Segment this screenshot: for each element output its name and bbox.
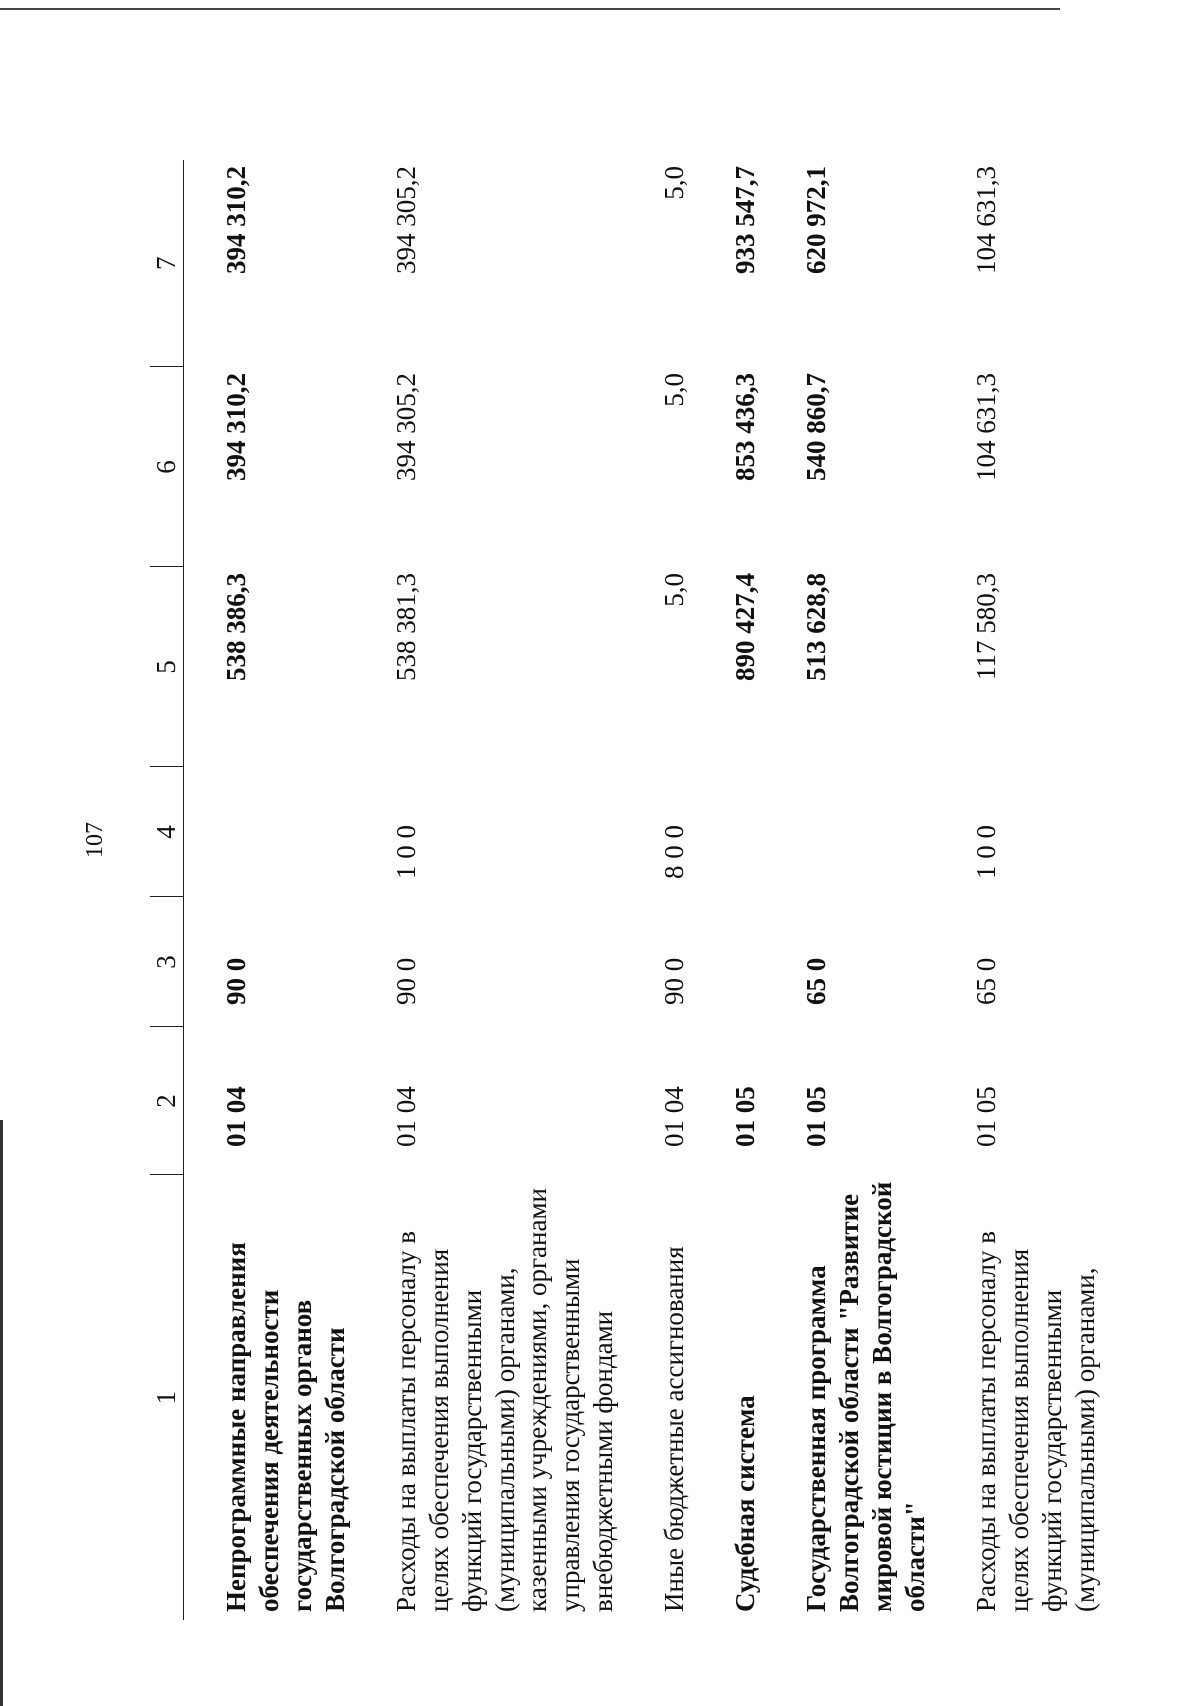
row-amount-col7: 5,0 (659, 166, 690, 200)
scan-edge-top (0, 8, 1060, 10)
row-expense-type: 1 0 0 (390, 825, 421, 879)
column-header: 4 (150, 767, 183, 897)
row-expense-type: 1 0 0 (970, 825, 1001, 879)
column-header: 7 (150, 160, 183, 367)
table-row (691, 160, 762, 1620)
row-section: 01 04 (390, 1086, 421, 1147)
row-expense-type: 8 0 0 (659, 825, 690, 879)
row-amount-col5: 5,0 (659, 573, 690, 607)
row-expense-type (762, 767, 932, 897)
row-amount-col5: 117 580,3 (970, 573, 1001, 680)
row-name: Государственная программа Волгоградской области "Развитие мировой юстиции в Волгоградской области" (801, 1181, 930, 1612)
table-row (183, 160, 351, 1620)
rotated-page (70, 100, 1100, 1660)
column-header: 3 (150, 897, 183, 1027)
row-name: Судебная система (730, 1395, 761, 1612)
row-name: Непрограммные направления обеспечения деятельности государственных органов Волгоградской области (220, 1242, 350, 1612)
row-amount-col5: 513 628,8 (801, 573, 832, 681)
row-expense-type (183, 767, 351, 897)
row-amount-col6: 5,0 (659, 373, 690, 407)
column-header: 5 (150, 567, 183, 767)
row-amount-col6: 394 310,2 (220, 373, 251, 481)
row-section: 01 04 (220, 1086, 251, 1147)
row-target: 65 0 (801, 957, 832, 1005)
row-amount-col6: 540 860,7 (801, 373, 832, 481)
row-section: 01 04 (659, 1086, 690, 1147)
table-row (932, 160, 1102, 1620)
row-expense-type (691, 767, 762, 897)
row-amount-col5: 538 386,3 (220, 573, 251, 681)
row-section: 01 05 (801, 1086, 832, 1147)
column-header: 6 (150, 367, 183, 567)
row-section: 01 05 (730, 1086, 761, 1147)
row-amount-col7: 394 310,2 (220, 166, 251, 274)
row-amount-col7: 933 547,7 (730, 166, 761, 274)
row-target (691, 897, 762, 1027)
budget-table (150, 160, 1102, 1620)
row-name: Расходы на выплаты персоналу в целях обеспечения выполнения функций государственными (муниципальными) органами, (970, 1231, 1100, 1612)
row-amount-col7: 620 972,1 (801, 166, 832, 274)
row-target: 65 0 (970, 957, 1001, 1005)
row-amount-col5: 890 427,4 (730, 573, 761, 681)
row-target: 90 0 (390, 957, 421, 1005)
header-row (150, 160, 183, 1620)
row-name: Иные бюджетные ассигнования (659, 1246, 690, 1612)
table-row (352, 160, 621, 1620)
row-amount-col6: 104 631,3 (970, 373, 1001, 481)
page-number: 107 (82, 822, 108, 858)
row-amount-col5: 538 381,3 (390, 573, 421, 681)
column-header: 1 (150, 1175, 183, 1620)
row-section: 01 05 (970, 1086, 1001, 1147)
scan-edge-left (0, 1120, 3, 1706)
row-amount-col6: 394 305,2 (390, 373, 421, 481)
row-amount-col7: 394 305,2 (390, 166, 421, 274)
row-name: Расходы на выплаты персоналу в целях обеспечения выполнения функций государственными (муниципальными) органами, казенными учреждениями, органами управления государственными внебюджетными фондами (390, 1188, 619, 1612)
row-amount-col6: 853 436,3 (730, 373, 761, 481)
row-target: 90 0 (659, 957, 690, 1005)
column-header: 2 (150, 1027, 183, 1175)
table-row (762, 160, 932, 1620)
row-amount-col7: 104 631,3 (970, 166, 1001, 274)
row-target: 90 0 (220, 957, 251, 1005)
table-row (620, 160, 691, 1620)
